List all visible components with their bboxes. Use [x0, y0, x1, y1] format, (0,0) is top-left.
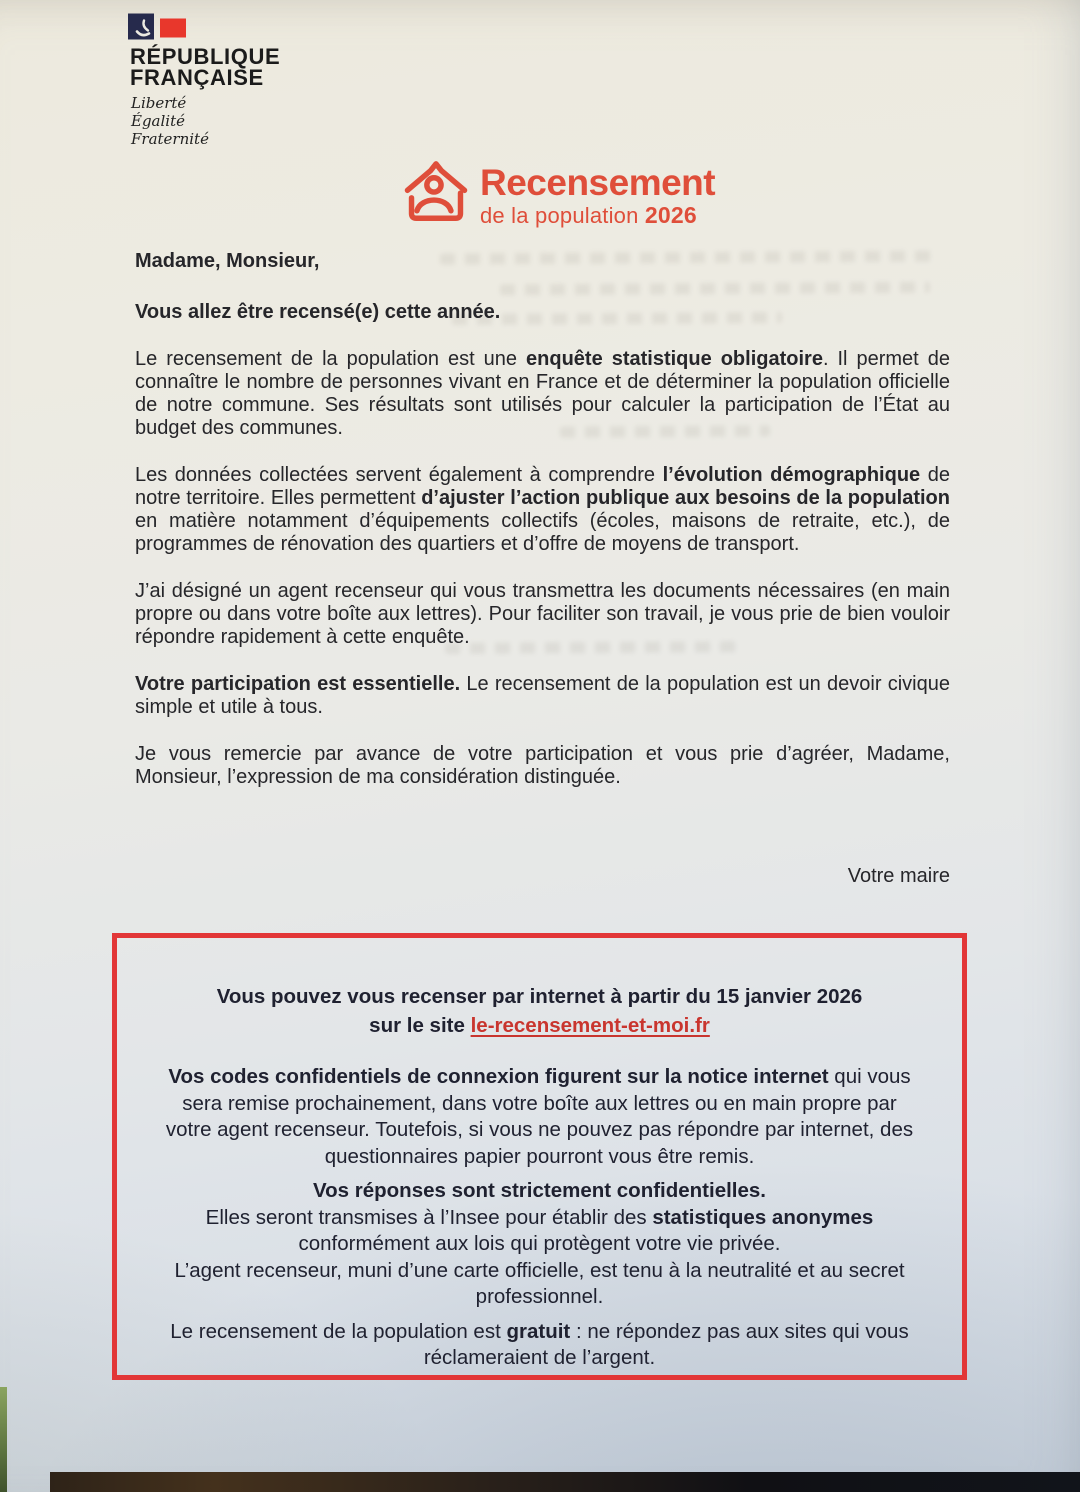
recensement-subtitle: [480, 203, 715, 228]
national-motto: [131, 94, 209, 148]
announce-line: Vous allez être recensé(e) cette année.: [135, 301, 501, 323]
recensement-year: 2026: [644, 202, 697, 228]
paragraph-participation: Votre participation est essentielle. Le recensement de la population est un devoir civique simple et utile à tous.: [135, 673, 950, 718]
republique-wordmark: [130, 46, 280, 88]
background-edge-sliver: [0, 1387, 7, 1492]
recensement-subtitle-text: de la population: [480, 203, 639, 228]
paragraph-remerciement: Je vous remercie par avance de votre participation et vous prie d’agréer, Madame, Monsieur, l’expression de ma considération distinguée.: [135, 743, 950, 788]
recensement-logo: [402, 148, 715, 230]
table-edge: [50, 1472, 1080, 1492]
notice-gratuit-paragraph: Le recensement de la population est gratuit : ne répondez pas aux sites qui vous réclameraient de l’argent.: [170, 1319, 909, 1369]
motto-fraternite: Fraternité: [131, 130, 209, 148]
paragraph-enquete: Le recensement de la population est une enquête statistique obligatoire. Il permet de connaître le nombre de personnes vivant en France et de déterminer la population officielle de notre commune. Ses résultats sont utilisés pour calculer la participation de l’État au budget des communes.: [135, 348, 950, 439]
notice-agent-paragraph: L’agent recenseur, muni d’une carte officielle, est tenu à la neutralité et au secret professionnel.: [174, 1258, 905, 1308]
signature: Votre maire: [847, 865, 950, 887]
notice-confidential-body: Elles seront transmises à l’Insee pour établir des statistiques anonymes conformément aux lois qui protègent votre vie privée.: [205, 1205, 874, 1255]
letter-body: [135, 250, 950, 912]
french-flag-icon: [128, 13, 186, 40]
motto-egalite: Égalité: [131, 112, 185, 130]
internet-notice-box: [112, 933, 967, 1380]
paragraph-donnees: Les données collectées servent également à comprendre l’évolution démographique de notre territoire. Elles permettent d’ajuster l’action publique aux besoins de la population en matière notamment d’équipements collectifs (écoles, maisons de retraite, etc.), de programmes de rénovation des quartiers et d’offre de moyens de transport.: [135, 464, 950, 555]
motto-liberte: Liberté: [131, 94, 187, 112]
republique-line1: RÉPUBLIQUE: [130, 44, 281, 69]
recensement-wordmark: [480, 164, 715, 230]
notice-codes-paragraph: Vos codes confidentiels de connexion figurent sur la notice internet qui vous sera remise prochainement, dans votre boîte aux lettres ou en main propre par votre agent recenseur. Toutefois, si vous ne pouvez pas répondre par internet, des questionnaires papier pourront vous être remis.: [165, 1065, 914, 1168]
recensement-title: Recensement: [480, 162, 716, 203]
notice-heading-line1: Vous pouvez vous recenser par internet à partir du 15 janvier 2026: [216, 985, 863, 1008]
republique-line2: FRANÇAISE: [130, 65, 264, 90]
notice-confidential-title: Vos réponses sont strictement confidentielles.: [312, 1179, 766, 1202]
paragraph-agent: J’ai désigné un agent recenseur qui vous transmettra les documents nécessaires (en main propre ou dans votre boîte aux lettres). Pour faciliter son travail, je vous prie de bien vouloir répondre rapidement à cette enquête.: [135, 580, 950, 648]
salutation: Madame, Monsieur,: [135, 250, 320, 272]
house-person-icon: [402, 148, 470, 230]
notice-heading-line2: sur le site le-recensement-et-moi.fr: [369, 1014, 710, 1037]
